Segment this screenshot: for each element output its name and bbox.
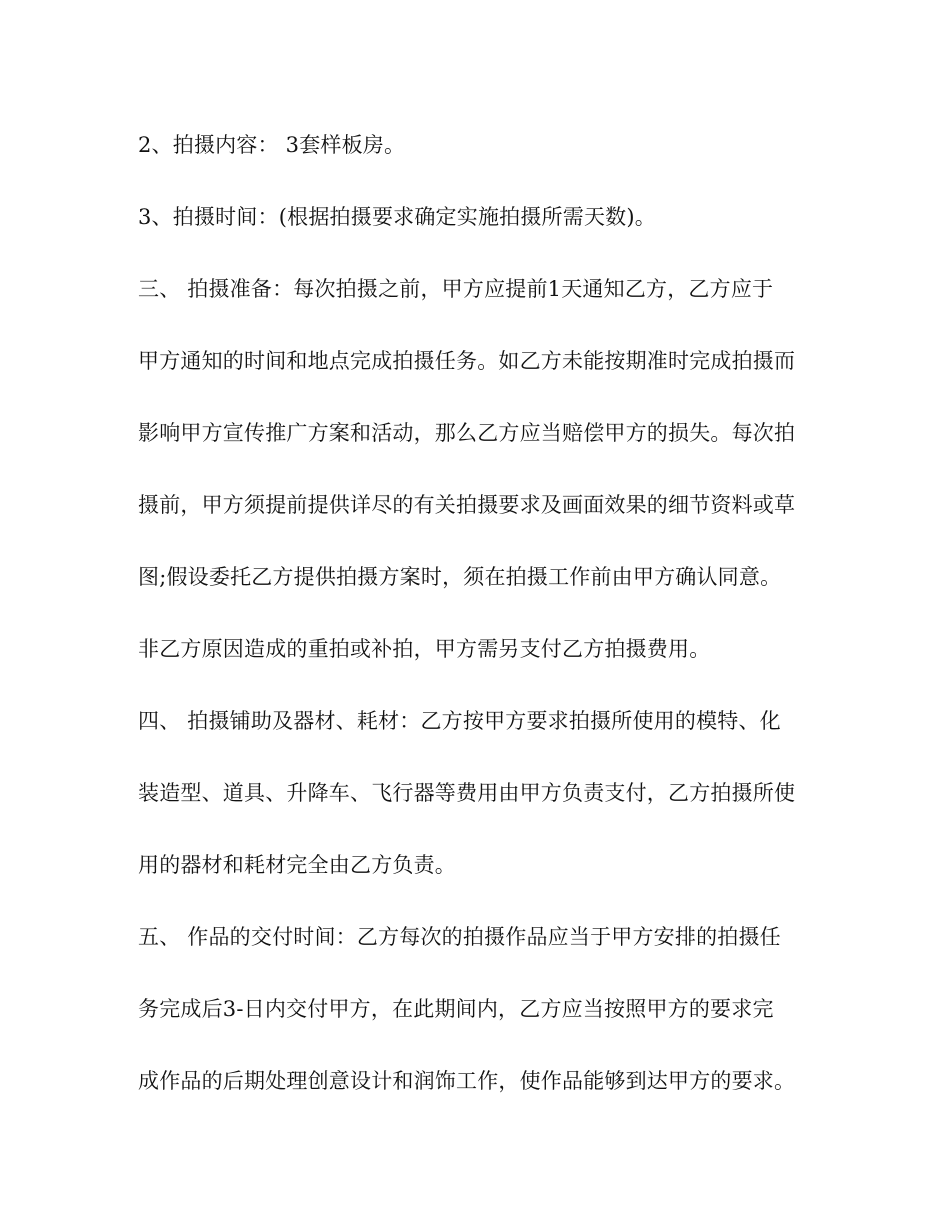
text-line: 2、拍摄内容： 3套样板房。 — [138, 133, 406, 157]
text-line: 装造型、道具、升降车、飞行器等费用由甲方负责支付，乙方拍摄所使 — [138, 781, 796, 805]
text-line: 图;假设委托乙方提供拍摄方案时，须在拍摄工作前由甲方确认同意。 — [138, 565, 782, 589]
text-line: 影响甲方宣传推广方案和活动，那么乙方应当赔偿甲方的损失。每次拍 — [138, 421, 796, 445]
text-line: 用的器材和耗材完全由乙方负责。 — [138, 853, 456, 877]
text-line: 四、 拍摄铺助及器材、耗材：乙方按甲方要求拍摄所使用的模特、化 — [138, 709, 781, 733]
text-line: 摄前，甲方须提前提供详尽的有关拍摄要求及画面效果的细节资料或草 — [138, 493, 796, 517]
text-line: 三、 拍摄准备：每次拍摄之前，甲方应提前1天通知乙方，乙方应于 — [138, 277, 774, 301]
text-line: 非乙方原因造成的重拍或补拍，甲方需另支付乙方拍摄费用。 — [138, 637, 711, 661]
text-line: 甲方通知的时间和地点完成拍摄任务。如乙方未能按期准时完成拍摄而 — [138, 349, 796, 373]
text-line: 五、 作品的交付时间：乙方每次的拍摄作品应当于甲方安排的拍摄任 — [138, 925, 781, 949]
text-line: 务完成后3-日内交付甲方，在此期间内，乙方应当按照甲方的要求完 — [138, 997, 774, 1021]
text-line: 成作品的后期处理创意设计和润饰工作，使作品能够到达甲方的要求。 — [138, 1069, 796, 1093]
text-line: 3、拍摄时间：(根据拍摄要求确定实施拍摄所需天数)。 — [138, 205, 656, 229]
